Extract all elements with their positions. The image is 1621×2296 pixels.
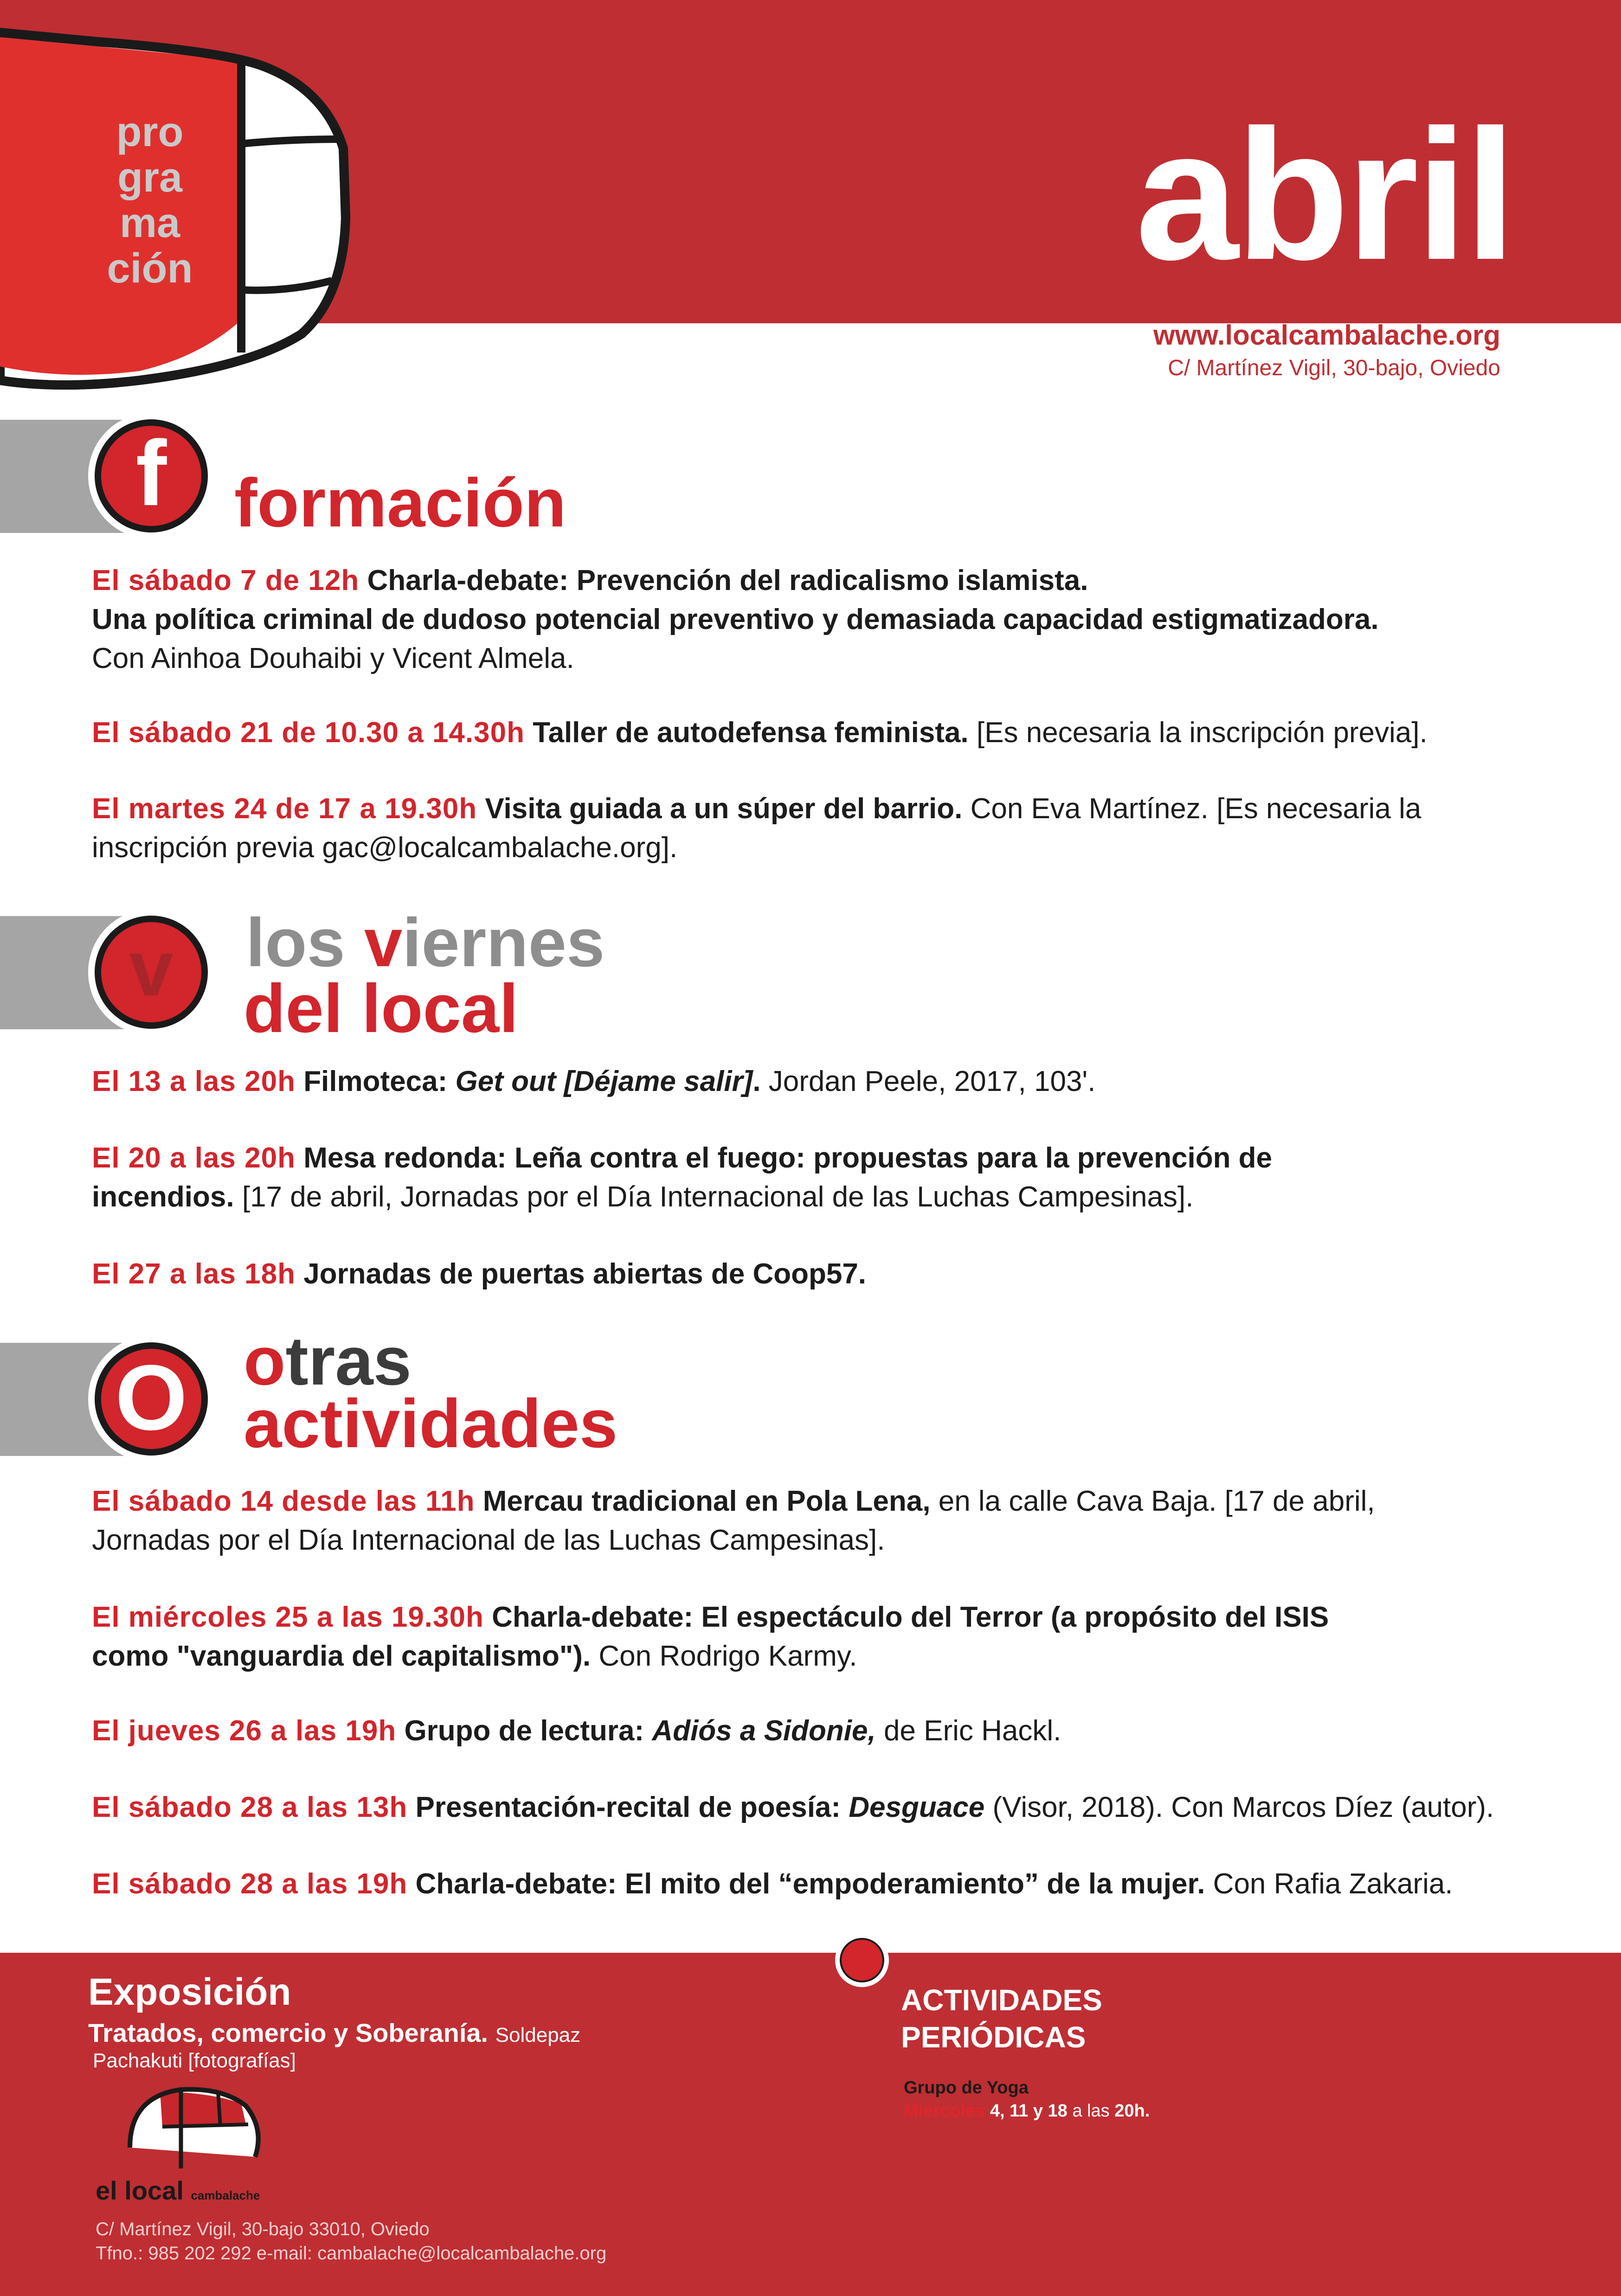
event-title: Charla-debate: El espectáculo del Terror (a propósito del ISIS — [492, 1601, 1329, 1633]
event-details-cont: Jornadas por el Día Internacional de las Luchas Campesinas]. — [92, 1524, 885, 1556]
section-title-otras-line2: actividades — [244, 1385, 618, 1462]
event-formacion-2 — [92, 713, 1581, 752]
header-address: C/ Martínez Vigil, 30-bajo, Oviedo — [1168, 356, 1500, 380]
event-title: Taller de autodefensa feminista. — [533, 717, 969, 749]
event-details: [Es necesaria la inscripción previa]. — [976, 717, 1428, 749]
section-title-otras: otras — [244, 1323, 412, 1399]
section-title-formacion: formación — [234, 465, 566, 541]
yoga-schedule: Miércoles 4, 11 y 18 a las 20h. — [904, 2101, 1150, 2121]
event-when: El 27 a las 18h — [92, 1258, 296, 1290]
event-details-cont: inscripción previa gac@localcambalache.org]. — [92, 832, 678, 864]
footer-contact-line: Tfno.: 985 202 292 e-mail: cambalache@localcambalache.org — [96, 2243, 607, 2264]
event-title: Charla-debate: Prevención del radicalismo islamista. — [367, 564, 1088, 596]
programacion-line: ción — [107, 245, 193, 292]
footer-brand: el local cambalache — [96, 2176, 260, 2205]
month-title: abril — [1135, 91, 1513, 298]
event-details: [17 de abril, Jornadas por el Día Internacional de las Luchas Campesinas]. — [242, 1181, 1194, 1213]
event-when: El martes 24 de 17 a 19.30h — [92, 793, 477, 825]
event-title: Charla-debate: El mito del “empoderamiento” de la mujer. — [415, 1868, 1205, 1900]
footer-address — [96, 2217, 606, 2265]
event-otras-3 — [92, 1712, 1581, 1751]
event-viernes-1: El 13 a las 20h Filmoteca: Get out [Déjame salir]. Jordan Peele, 2017, 103'. — [92, 1065, 1096, 1097]
event-when: El 20 a las 20h — [92, 1142, 296, 1174]
event-film-title: Get out [Déjame salir] — [455, 1065, 753, 1097]
event-title: Grupo de lectura: — [404, 1715, 644, 1747]
event-when: El 13 a las 20h — [92, 1065, 296, 1097]
footer-address-line: C/ Martínez Vigil, 30-bajo 33010, Oviedo — [96, 2219, 430, 2239]
exposicion-heading: Exposición — [88, 1971, 291, 2013]
event-formacion-1 — [92, 561, 1581, 678]
event-when: El miércoles 25 a las 19.30h — [92, 1601, 484, 1633]
section-title-viernes-line2: del local — [244, 970, 519, 1047]
exposicion-title: Tratados, comercio y Soberanía. Soldepaz — [88, 2018, 581, 2047]
event-formacion-3 — [92, 789, 1581, 867]
programacion-line: ma — [119, 200, 180, 246]
event-speakers: Con Ainhoa Douhaibi y Vicent Almela. — [92, 642, 574, 674]
yoga-group-label: Grupo de Yoga — [904, 2078, 1029, 2097]
event-title: Jornadas de puertas abiertas de Coop57. — [303, 1258, 867, 1290]
event-details: (Visor, 2018). Con Marcos Díez (autor). — [992, 1791, 1494, 1823]
section-title-viernes: los viernes — [246, 904, 605, 981]
event-title-cont: como "vanguardia del capitalismo"). — [92, 1640, 591, 1672]
section-badge-v-icon: v — [88, 909, 214, 1035]
event-details: de Eric Hackl. — [883, 1715, 1061, 1747]
event-when: El jueves 26 a las 19h — [92, 1715, 397, 1747]
event-details: Con Eva Martínez. [Es necesaria la — [970, 793, 1422, 825]
event-when: El sábado 7 de 12h — [92, 564, 360, 596]
event-details: Con Rodrigo Karmy. — [598, 1640, 857, 1672]
event-details: Jordan Peele, 2017, 103'. — [768, 1065, 1096, 1097]
event-book-title: Adiós a Sidonie, — [652, 1715, 876, 1747]
event-otras-5 — [92, 1865, 1581, 1904]
event-title-cont: incendios. — [92, 1181, 234, 1213]
website-link[interactable]: www.localcambalache.org — [1153, 320, 1500, 351]
event-viernes-2 — [92, 1139, 1581, 1217]
event-when: El sábado 28 a las 13h — [92, 1791, 408, 1823]
event-when: El sábado 28 a las 19h — [92, 1868, 408, 1900]
event-otras-1 — [92, 1482, 1581, 1560]
exposicion-author: Soldepaz — [495, 2024, 581, 2046]
periodic-dot-icon — [835, 1933, 889, 1987]
programacion-line: gra — [117, 154, 183, 201]
event-otras-2 — [92, 1598, 1581, 1676]
event-details: Con Rafia Zakaria. — [1213, 1868, 1453, 1900]
programacion-label — [101, 109, 199, 291]
periodic-heading: ACTIVIDADES PERIÓDICAS — [901, 1983, 1102, 2054]
event-title: Visita guiada a un súper del barrio. — [485, 793, 963, 825]
event-title: Presentación-recital de poesía: — [415, 1791, 841, 1823]
event-otras-4 — [92, 1788, 1581, 1827]
event-title: Mesa redonda: Leña contra el fuego: propuestas para la prevención de — [303, 1142, 1273, 1174]
event-viernes-3 — [92, 1255, 1581, 1294]
section-badge-o-icon: O — [88, 1336, 214, 1462]
event-when: El sábado 21 de 10.30 a 14.30h — [92, 717, 525, 749]
section-badge-f-icon: f — [88, 413, 214, 539]
event-book-title: Desguace — [849, 1791, 985, 1823]
exposicion-subtitle: Pachakuti [fotografías] — [93, 2049, 296, 2072]
event-title: Filmoteca: — [303, 1065, 448, 1097]
event-title: Mercau tradicional en Pola Lena, — [482, 1485, 931, 1517]
programacion-line: pro — [116, 109, 184, 155]
event-details: en la calle Cava Baja. [17 de abril, — [938, 1485, 1375, 1517]
event-when: El sábado 14 desde las 11h — [92, 1485, 475, 1517]
event-subtitle: Una política criminal de dudoso potencial preventivo y demasiada capacidad estigmatizadora. — [92, 603, 1379, 635]
footer-logo-icon — [125, 2078, 264, 2171]
